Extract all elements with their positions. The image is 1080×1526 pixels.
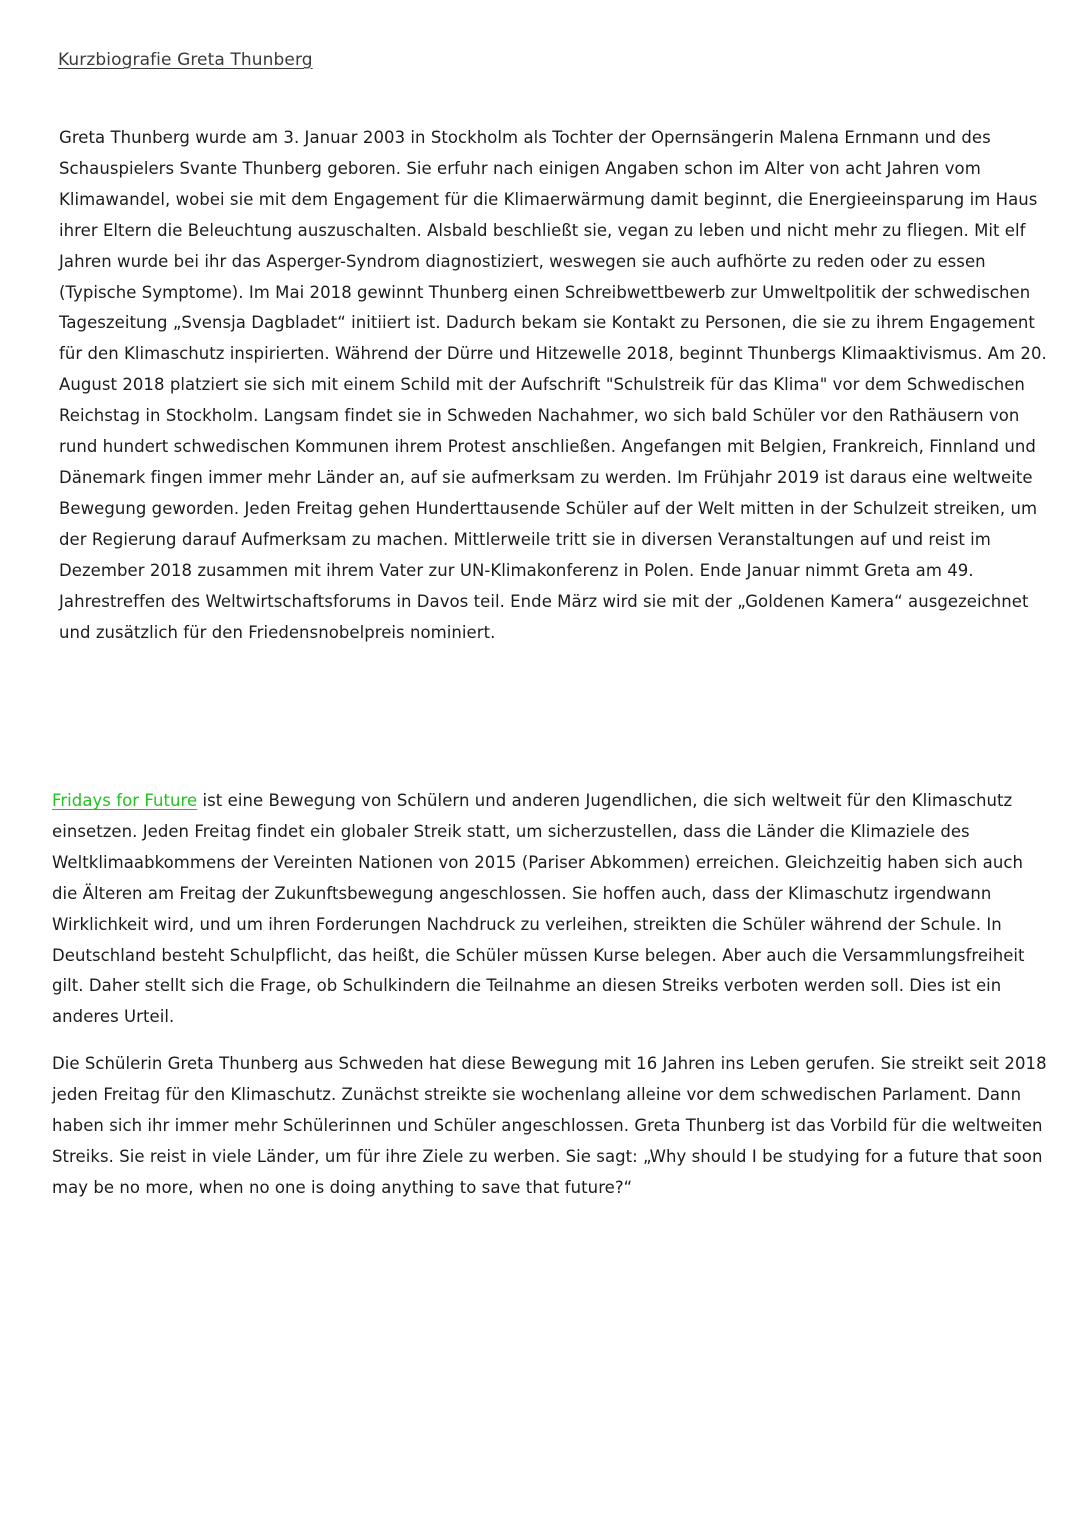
fridays-for-future-text: ist eine Bewegung von Schülern und anderen Jugendlichen, die sich weltweit für den Klimaschutz einsetzen. Jeden Freitag findet ein globaler Streik statt, um sicherzustellen, dass die Länder die Klimaziele des Weltklimaabkommens der Vereinten Nationen von 2015 (Pariser Abkommen) erreichen. Gleichzeitig haben sich auch die Älteren am Freitag der Zukunftsbewegung angeschlossen. Sie hoffen auch, dass der Klimaschutz irgendwann Wirklichkeit wird, und um ihren Forderungen Nachdruck zu verleihen, streikten die Schüler während der Schule. In Deutschland besteht Schulpflicht, das heißt, die Schüler müssen Kurse belegen. Aber auch die Versammlungsfreiheit gilt. Daher stellt sich die Frage, ob Schulkindern die Teilnahme an diesen Streiks verboten werden soll. Dies ist ein anderes Urteil. [52,791,1025,1027]
fridays-for-future-paragraph [52,786,1052,1033]
document-title: Kurzbiografie Greta Thunberg [58,50,313,70]
greta-movement-paragraph: Die Schülerin Greta Thunberg aus Schweden hat diese Bewegung mit 16 Jahren ins Leben gerufen. Sie streikt seit 2018 jeden Freitag für den Klimaschutz. Zunächst streikte sie wochenlang alleine vor dem schwedischen Parlament. Dann haben sich ihr immer mehr Schülerinnen und Schüler angeschlossen. Greta Thunberg ist das Vorbild für die weltweiten Streiks. Sie reist in viele Länder, um für ihre Ziele zu werben. Sie sagt: „Why should I be studying for a future that soon may be no more, when no one is doing anything to save that future?“ [52,1054,1047,1197]
biography-paragraph: Greta Thunberg wurde am 3. Januar 2003 in Stockholm als Tochter der Opernsängerin Malena Ernmann und des Schauspielers Svante Thunberg geboren. Sie erfuhr nach einigen Angaben schon im Alter von acht Jahren vom Klimawandel, wobei sie mit dem Engagement für die Klimaerwärmung damit beginnt, die Energieeinsparung im Haus ihrer Eltern die Beleuchtung auszuschalten. Alsbald beschließt sie, vegan zu leben und nicht mehr zu fliegen. Mit elf Jahren wurde bei ihr das Asperger-Syndrom diagnostiziert, weswegen sie auch aufhörte zu reden oder zu essen (Typische Symptome). Im Mai 2018 gewinnt Thunberg einen Schreibwettbewerb zur Umweltpolitik der schwedischen Tageszeitung „Svensja Dagbladet“ initiiert ist. Dadurch bekam sie Kontakt zu Personen, die sie zu ihrem Engagement für den Klimaschutz inspirierten. Während der Dürre und Hitzewelle 2018, beginnt Thunbergs Klimaaktivismus. Am 20. August 2018 platziert sie sich mit einem Schild mit der Aufschrift "Schulstreik für das Klima" vor dem Schwedischen Reichstag in Stockholm. Langsam findet sie in Schweden Nachahmer, wo sich bald Schüler vor den Rathäusern von rund hundert schwedischen Kommunen ihrem Protest anschließen. Angefangen mit Belgien, Frankreich, Finnland und Dänemark fingen immer mehr Länder an, auf sie aufmerksam zu werden. Im Frühjahr 2019 ist daraus eine weltweite Bewegung geworden. Jeden Freitag gehen Hunderttausende Schüler auf der Welt mitten in der Schulzeit streiken, um der Regierung darauf Aufmerksam zu machen. Mittlerweile tritt sie in diversen Veranstaltungen auf und reist im Dezember 2018 zusammen mit ihrem Vater zur UN-Klimakonferenz in Polen. Ende Januar nimmt Greta am 49. Jahrestreffen des Weltwirtschaftsforums in Davos teil. Ende März wird sie mit der „Goldenen Kamera“ ausgezeichnet und zusätzlich für den Friedensnobelpreis nominiert. [59,128,1047,642]
fridays-for-future-link[interactable]: Fridays for Future [52,791,198,810]
